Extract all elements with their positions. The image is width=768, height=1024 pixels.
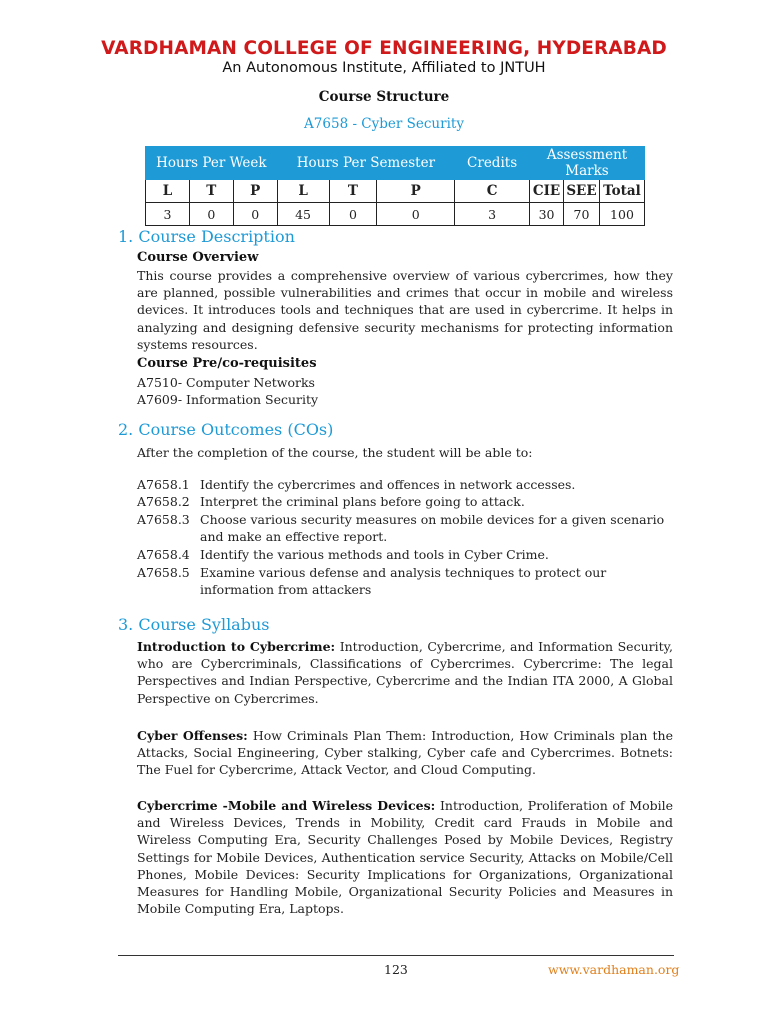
syllabus-unit [137, 797, 673, 917]
header-credits: Credits [455, 147, 530, 180]
subheader-cell: L [277, 180, 329, 203]
syllabus-unit-heading: Cybercrime -Mobile and Wireless Devices: [137, 798, 436, 813]
syllabus-unit-heading: Cyber Offenses: [137, 728, 248, 743]
subheader-cell: C [455, 180, 530, 203]
college-name: VARDHAMAN COLLEGE OF ENGINEERING, HYDERABAD [101, 38, 667, 59]
value-cell: 0 [189, 203, 233, 226]
outcome-code: A7658.2 [137, 494, 190, 509]
value-cell: 0 [233, 203, 277, 226]
outcome-text: Interpret the criminal plans before going to attack. [200, 494, 525, 509]
outcome-text: Identify the cybercrimes and offences in network accesses. [200, 477, 576, 492]
subheader-cell: L [146, 180, 190, 203]
subheader-cell: T [329, 180, 377, 203]
subheader-cell: SEE [564, 180, 600, 203]
document-header [0, 38, 768, 76]
value-cell: 0 [377, 203, 455, 226]
outcome-text: Examine various defense and analysis techniques to protect our information from attackers [200, 565, 607, 598]
hours-table [145, 146, 645, 226]
outcome-text: Identify the various methods and tools in Cyber Crime. [200, 547, 549, 562]
value-cell: 100 [599, 203, 644, 226]
prerequisite-item: A7609- Information Security [137, 392, 319, 407]
header-hours-per-semester: Hours Per Semester [277, 147, 455, 180]
syllabus-unit-heading: Introduction to Cybercrime: [137, 639, 336, 654]
course-overview-text: This course provides a comprehensive overview of various cybercrimes, how they are planned, possible vulnerabilities and crimes that occur in mobile and wireless devices. It introduces tools and techniques that are used in cybercrime. It helps in analyzing and designing defensive security mechanisms for protecting information systems resources. [137, 268, 673, 352]
value-cell: 0 [329, 203, 377, 226]
value-cell: 45 [277, 203, 329, 226]
value-cell: 3 [455, 203, 530, 226]
prerequisites-label: Course Pre/co-requisites [137, 356, 317, 371]
syllabus-unit [137, 727, 673, 779]
subheader-cell: P [377, 180, 455, 203]
course-structure-label: Course Structure [318, 89, 450, 105]
subheader-cell: Total [599, 180, 644, 203]
syllabus-unit [137, 638, 673, 707]
subheader-cell: CIE [530, 180, 564, 203]
syllabus-unit-text: Introduction, Cybercrime, and Information Security, who are Cybercriminals, Classifications of Cybercrimes. Cybercrime: The legal Perspectives and Indian Perspective, Cybercrime and the Indian ITA 2000, A Global Perspective on Cybercrimes. [137, 639, 673, 706]
outcome-code: A7658.4 [137, 547, 190, 562]
course-title: A7658 - Cyber Security [304, 116, 464, 132]
subheader-cell: T [189, 180, 233, 203]
syllabus-unit-text: How Criminals Plan Them: Introduction, How Criminals plan the Attacks, Social Engineering, Cyber stalking, Cyber cafe and Cybercrimes. Botnets: The Fuel for Cybercrime, Attack Vector, and Cloud Computing. [137, 728, 673, 778]
value-cell: 3 [146, 203, 190, 226]
website-link[interactable]: www.vardhaman.org [548, 962, 680, 977]
outcomes-intro: After the completion of the course, the student will be able to: [137, 445, 533, 460]
section-course-description: 1. Course Description [118, 227, 295, 246]
affiliation-line: An Autonomous Institute, Affiliated to JNTUH [222, 60, 546, 76]
value-cell: 30 [530, 203, 564, 226]
value-cell: 70 [564, 203, 600, 226]
header-assessment-marks: Assessment Marks [530, 147, 645, 180]
syllabus-unit-text: Introduction, Proliferation of Mobile and Wireless Devices, Trends in Mobility, Credit card Frauds in Mobile and Wireless Computing Era, Security Challenges Posed by Mobile Devices, Registry Settings for Mobile Devices, Authentication service Security, Attacks on Mobile/Cell Phones, Mobile Devices: Security Implications for Organizations, Organizational Measures for Handling Mobile, Organizational Security Policies and Measures in Mobile Computing Era, Laptops. [137, 798, 673, 917]
header-hours-per-week: Hours Per Week [146, 147, 278, 180]
outcome-code: A7658.1 [137, 477, 190, 492]
prerequisite-item: A7510- Computer Networks [137, 375, 315, 390]
section-course-syllabus: 3. Course Syllabus [118, 615, 270, 634]
footer-divider [118, 955, 674, 956]
section-course-outcomes: 2. Course Outcomes (COs) [118, 420, 334, 439]
outcome-code: A7658.3 [137, 512, 190, 527]
outcome-text: Choose various security measures on mobile devices for a given scenario and make an effective report. [200, 512, 665, 545]
outcome-code: A7658.5 [137, 565, 190, 580]
page-number: 123 [384, 962, 408, 977]
course-overview-label: Course Overview [137, 250, 259, 265]
subheader-cell: P [233, 180, 277, 203]
